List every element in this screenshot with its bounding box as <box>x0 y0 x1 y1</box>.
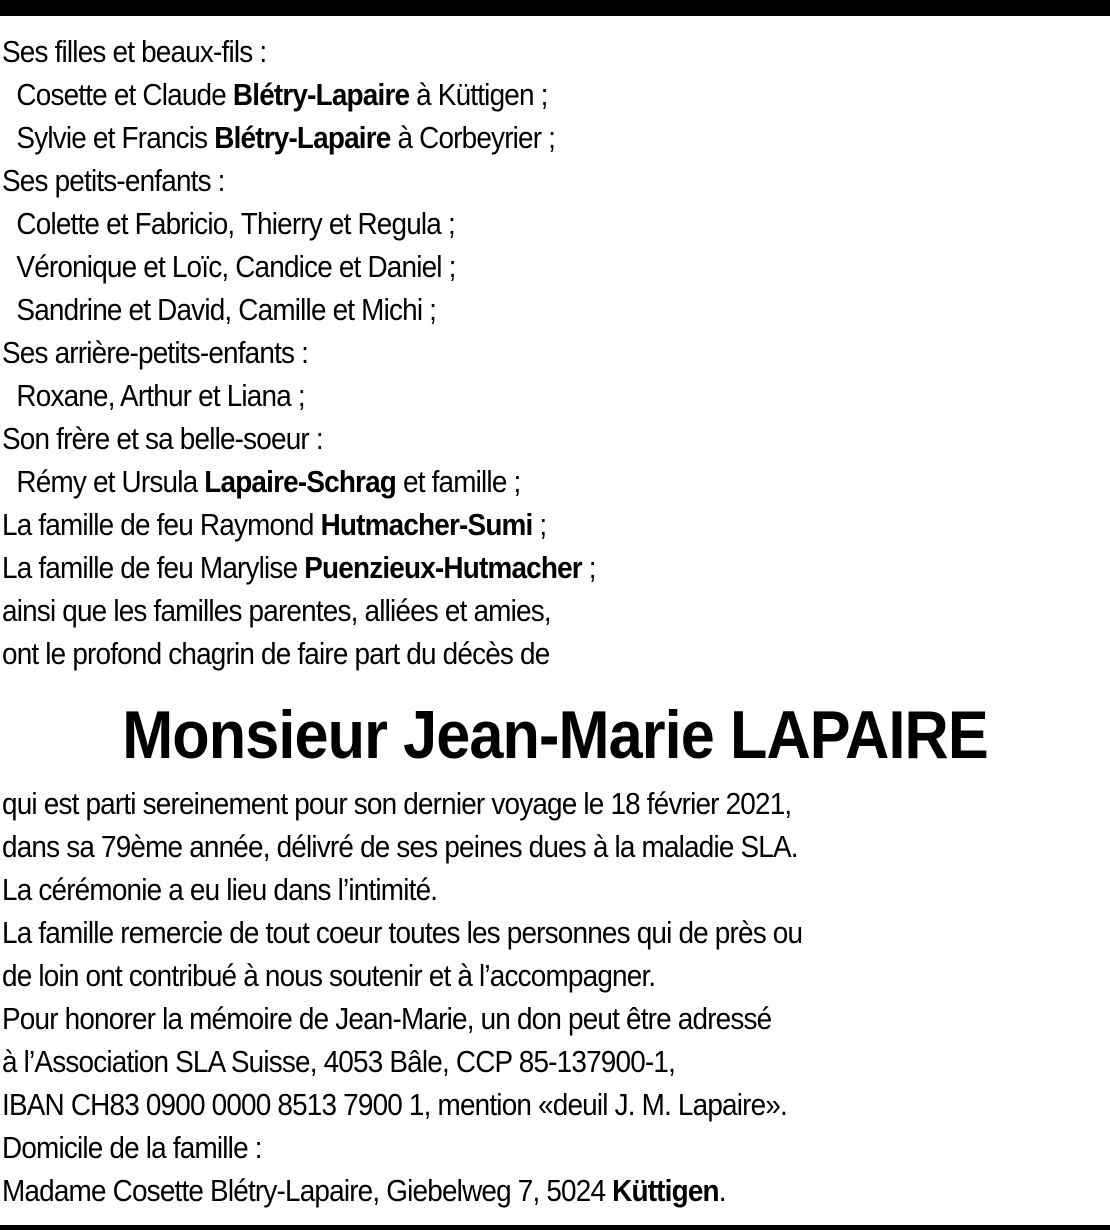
surname: Hutmacher-Sumi <box>320 507 533 542</box>
body-line: de loin ont contribué à nous soutenir et à l’accompagner. <box>2 958 656 993</box>
announcement-body <box>2 782 1102 1212</box>
grandchildren-entry: Colette et Fabricio, Thierry et Regula ; <box>16 206 455 241</box>
surname: Lapaire-Schrag <box>204 464 397 499</box>
daughter-entry-1: Cosette et Claude Blétry-Lapaire à Küttigen ; <box>16 77 548 112</box>
sibling-entry: Rémy et Ursula Lapaire-Schrag et famille ; <box>16 464 521 499</box>
grandchildren-heading: Ses petits-enfants : <box>2 163 225 198</box>
surname: Blétry-Lapaire <box>214 120 391 155</box>
closing-line-1: ainsi que les familles parentes, alliées et amies, <box>2 593 551 628</box>
top-rule <box>0 0 1110 16</box>
family-address: Madame Cosette Blétry-Lapaire, Giebelweg 7, 5024 Küttigen. <box>2 1173 726 1208</box>
bottom-rule <box>0 1225 1110 1230</box>
surname: Blétry-Lapaire <box>232 77 410 112</box>
body-line: à l’Association SLA Suisse, 4053 Bâle, CCP 85-137900-1, <box>2 1044 676 1079</box>
body-line: qui est parti sereinement pour son dernier voyage le 18 février 2021, <box>2 786 792 821</box>
daughters-heading: Ses filles et beaux-fils : <box>2 34 267 69</box>
family-list <box>2 30 1102 675</box>
grandchildren-entry: Sandrine et David, Camille et Michi ; <box>16 292 437 327</box>
body-line: La cérémonie a eu lieu dans l’intimité. <box>2 872 438 907</box>
late-family-1: La famille de feu Raymond Hutmacher-Sumi ; <box>2 507 547 542</box>
daughter-entry-2: Sylvie et Francis Blétry-Lapaire à Corbeyrier ; <box>16 120 556 155</box>
deceased-name: Monsieur Jean-Marie LAPAIRE <box>122 697 988 773</box>
body-line: La famille remercie de tout coeur toutes les personnes qui de près ou <box>2 915 803 950</box>
body-line: IBAN CH83 0900 0000 8513 7900 1, mention «deuil J. M. Lapaire». <box>2 1087 787 1122</box>
body-line: Domicile de la famille : <box>2 1130 262 1165</box>
body-line: dans sa 79ème année, délivré de ses peines dues à la maladie SLA. <box>2 829 798 864</box>
grandchildren-entry: Véronique et Loïc, Candice et Daniel ; <box>16 249 456 284</box>
surname: Puenzieux-Hutmacher <box>304 550 582 585</box>
late-family-2: La famille de feu Marylise Puenzieux-Hutmacher ; <box>2 550 596 585</box>
body-line: Pour honorer la mémoire de Jean-Marie, un don peut être adressé <box>2 1001 772 1036</box>
address-town: Küttigen <box>612 1173 719 1208</box>
closing-line-2: ont le profond chagrin de faire part du décès de <box>2 636 550 671</box>
sibling-heading: Son frère et sa belle-soeur : <box>2 421 323 456</box>
great-grandchildren-heading: Ses arrière-petits-enfants : <box>2 335 309 370</box>
great-grandchildren-entry: Roxane, Arthur et Liana ; <box>16 378 305 413</box>
